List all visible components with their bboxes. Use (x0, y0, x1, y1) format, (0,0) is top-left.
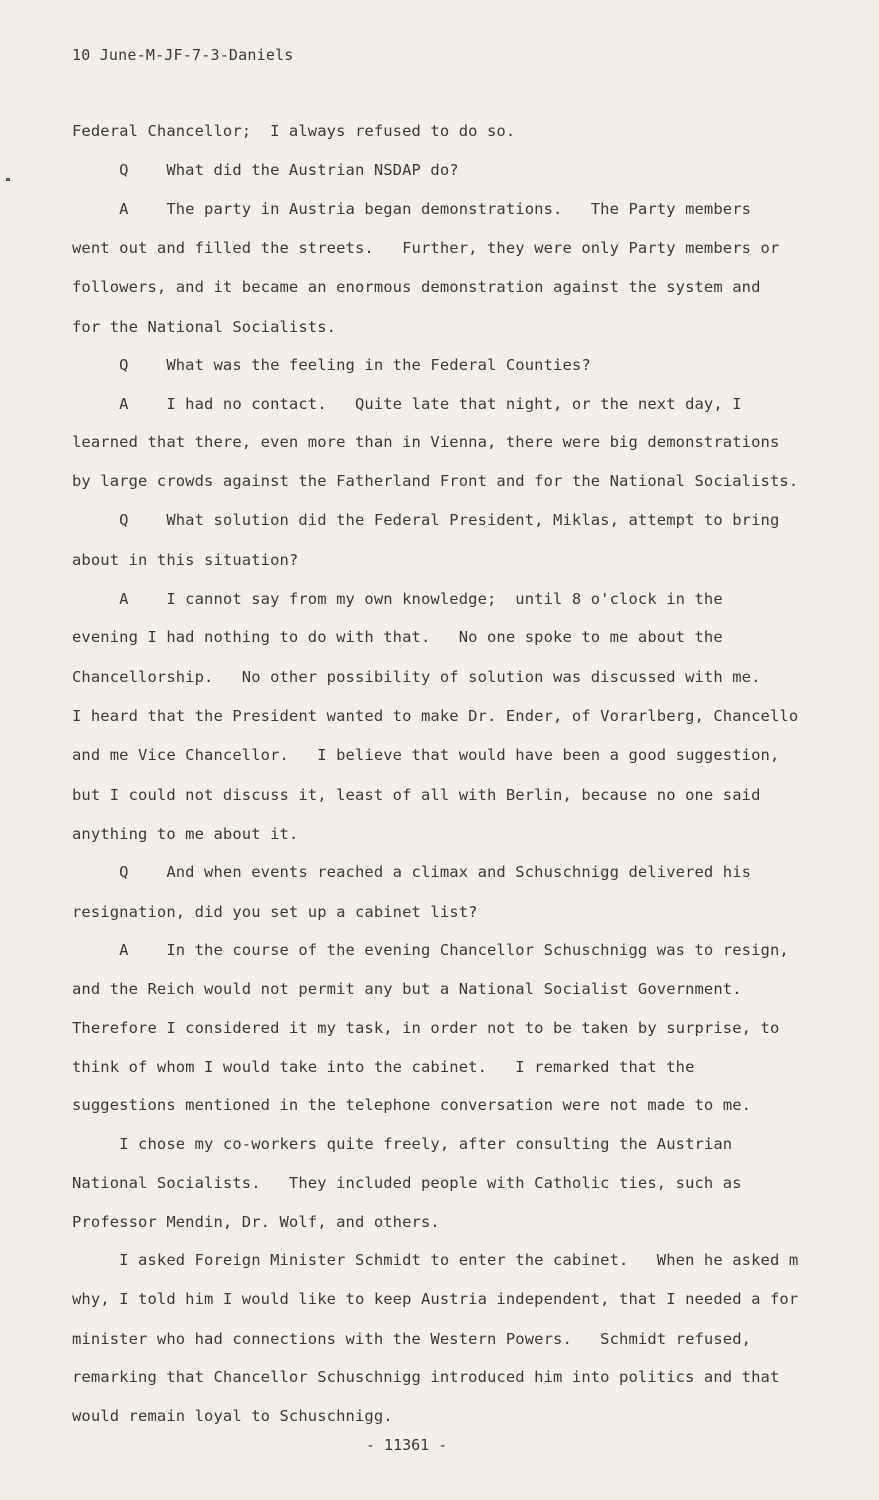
document-header: 10 June-M-JF-7-3-Daniels (72, 46, 294, 64)
text-line: for the National Socialists. (72, 318, 337, 336)
text-line: suggestions mentioned in the telephone conversation were not made to me. (72, 1096, 752, 1114)
text-line: but I could not discuss it, least of all with Berlin, because no one said (72, 786, 761, 804)
text-line: followers, and it became an enormous demonstration against the system and (72, 278, 761, 296)
text-line: learned that there, even more than in Vienna, there were big demonstrations (72, 433, 780, 451)
text-line: Q What was the feeling in the Federal Counties? (72, 356, 591, 374)
text-line: would remain loyal to Schuschnigg. (72, 1407, 393, 1425)
text-line: Therefore I considered it my task, in order not to be taken by surprise, to (72, 1019, 780, 1037)
text-line: Federal Chancellor; I always refused to do so. (72, 122, 516, 140)
text-line: Q What solution did the Federal President, Miklas, attempt to bring (72, 511, 780, 529)
text-line: went out and filled the streets. Further, they were only Party members or (72, 239, 780, 257)
text-line: and me Vice Chancellor. I believe that would have been a good suggestion, (72, 746, 780, 764)
text-line: resignation, did you set up a cabinet list? (72, 903, 478, 921)
text-line: A I had no contact. Quite late that night, or the next day, I (72, 395, 742, 413)
text-line: I heard that the President wanted to make Dr. Ender, of Vorarlberg, Chancello (72, 707, 799, 725)
margin-mark (6, 178, 10, 181)
text-line: why, I told him I would like to keep Austria independent, that I needed a for (72, 1290, 799, 1308)
text-line: anything to me about it. (72, 825, 299, 843)
text-line: by large crowds against the Fatherland Front and for the National Socialists. (72, 472, 799, 490)
text-line: and the Reich would not permit any but a National Socialist Government. (72, 980, 742, 998)
text-line: I asked Foreign Minister Schmidt to enter the cabinet. When he asked m (72, 1251, 799, 1269)
text-line: Q And when events reached a climax and Schuschnigg delivered his (72, 863, 752, 881)
text-line: evening I had nothing to do with that. No one spoke to me about the (72, 628, 723, 646)
text-line: remarking that Chancellor Schuschnigg introduced him into politics and that (72, 1368, 780, 1386)
text-line: about in this situation? (72, 551, 299, 569)
text-line: A In the course of the evening Chancellor Schuschnigg was to resign, (72, 941, 789, 959)
text-line: A The party in Austria began demonstrations. The Party members (72, 200, 752, 218)
text-line: Chancellorship. No other possibility of solution was discussed with me. (72, 668, 761, 686)
text-line: I chose my co-workers quite freely, after consulting the Austrian (72, 1135, 733, 1153)
text-line: think of whom I would take into the cabinet. I remarked that the (72, 1058, 695, 1076)
text-line: minister who had connections with the Western Powers. Schmidt refused, (72, 1330, 752, 1348)
text-line: National Socialists. They included people with Catholic ties, such as (72, 1174, 742, 1192)
text-line: A I cannot say from my own knowledge; until 8 o'clock in the (72, 590, 723, 608)
text-line: Q What did the Austrian NSDAP do? (72, 161, 459, 179)
page-number: - 11361 - (366, 1436, 448, 1454)
text-line: Professor Mendin, Dr. Wolf, and others. (72, 1213, 440, 1231)
